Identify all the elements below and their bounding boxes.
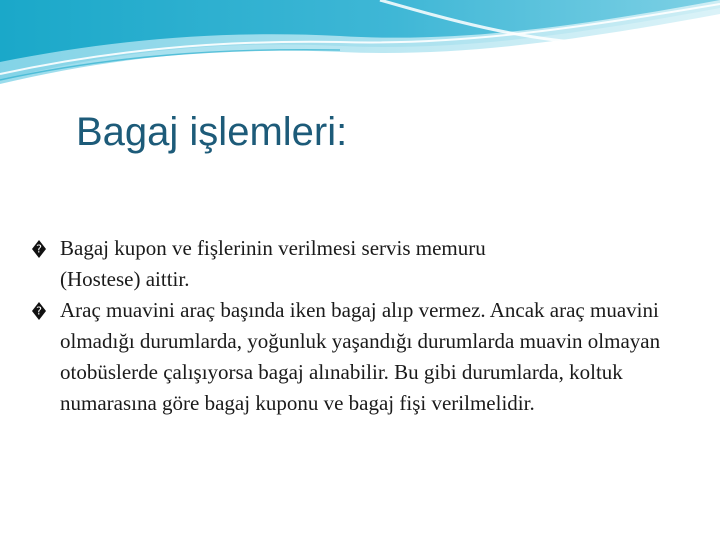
bullet-item: [30, 295, 690, 419]
header-wave-decoration: [0, 0, 720, 90]
svg-text:?: ?: [36, 242, 42, 255]
bullet-text-line1: Bagaj kupon ve fişlerinin verilmesi servis memuru: [60, 236, 486, 260]
missing-glyph-icon: [30, 295, 48, 326]
bullet-text: [60, 233, 690, 295]
missing-glyph-icon: [30, 233, 48, 264]
bullet-item: [30, 233, 690, 295]
bullet-text-rest: (Hostese) aittir.: [60, 267, 190, 291]
bullet-text: Araç muavini araç başında iken bagaj alıp vermez. Ancak araç muavini olmadığı durumlarda, yoğunluk yaşandığı durumlarda muavin olmayan otobüslerde çalışıyorsa bagaj alınabilir. Bu gibi durumlarda, koltuk numarasına göre bagaj kuponu ve bagaj fişi verilmelidir.: [60, 298, 661, 415]
bullet-list: [30, 233, 690, 419]
svg-text:?: ?: [36, 304, 42, 317]
slide-title: Bagaj işlemleri:: [76, 110, 348, 154]
